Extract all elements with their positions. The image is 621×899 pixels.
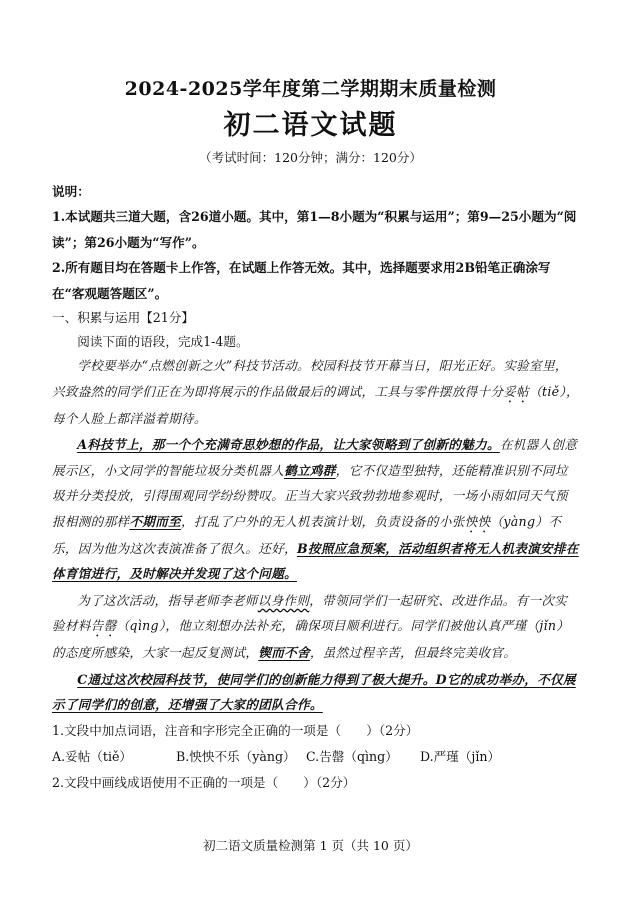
underlined-sentence-b: B按照应急预案，活动组织者将无人机表演安排在体育馆进行，及时解决并发现了这个问题。: [52, 540, 579, 581]
section-intro: 阅读下面的语段，完成1-4题。: [77, 334, 249, 349]
subject-title: 初二语文试题: [223, 110, 398, 141]
underlined-sentence-a: A科技节上，那一个个充满奇思妙想的作品，让大家领略到了创新的魅力。: [77, 437, 500, 452]
underlined-idiom: 锲而不舍: [258, 645, 310, 660]
exam-info: （考试时间：120分钟；满分：120分）: [199, 150, 422, 165]
passage-paragraph-1: [52, 353, 580, 431]
instructions-label: 说明：: [52, 184, 90, 199]
dotted-word: 怏怏: [464, 513, 491, 529]
option-b: B.怏怏不乐（yàng）: [176, 748, 296, 764]
section-title: 一、积累与运用【21分】: [52, 310, 194, 325]
page-footer: 初二语文质量检测第 1 页（共 10 页）: [203, 838, 418, 853]
option-c: C.告罄（qìng）: [306, 748, 398, 764]
passage-paragraph-3: [52, 588, 580, 666]
question-2: 2.文段中画线成语使用不正确的一项是（ ）（2分）: [52, 774, 356, 790]
exam-title: 2024-2025学年度第二学期期末质量检测: [124, 78, 497, 100]
instruction-item-2: 2.所有题目均在答题卡上作答，在试题上作答无效。其中，选择题要求用2B铅笔正确涂写在“客观题答题区”。: [52, 260, 551, 301]
option-a: A.妥帖（tiě）: [52, 748, 133, 764]
dotted-word: 告罄: [90, 618, 117, 633]
passage-text: ，它不仅造型独特，还能精准识别不同垃圾并分类投放，引得围观同学纷纷赞叹。正当大家兴致勃勃地参观时，一场小雨如同天气预报相测的那样: [52, 462, 568, 529]
exam-content: [52, 180, 580, 796]
passage-text: 为了这次活动，指导老师李老师: [77, 592, 258, 608]
passage-text: （tiě），每个人脸上都洋溢着期待。: [52, 383, 579, 426]
passage-text: 在机器人创意展示区，小文同学的智能垃圾分类机器人: [52, 437, 578, 478]
passage-text: ，带领同学们一起研究、改进作品。有一次实验材料: [52, 592, 568, 633]
dotted-word: 妥帖: [503, 383, 530, 399]
underlined-sentence-cd: C通过这次校园科技节，使同学们的创新能力得到了极大提升。D它的成功举办，不仅展示了同学们的创意，还增强了大家的团队合作。: [52, 671, 576, 712]
underlined-idiom: 以身作则: [257, 592, 310, 608]
question-1-options: [52, 744, 580, 770]
question-1: 1.文段中加点词语，注音和字形完全正确的一项是（ ）（2分）: [52, 722, 419, 738]
passage-text: （qìng），他立刻想办法补充，确保项目顺利进行。同学们被他认真严瑾（jǐn）的态度所感染，大家一起反复测试，: [52, 618, 570, 660]
passage-text: 学校要举办“点燃创新之火”科技节活动。校园科技节开幕当日，阳光正好。实验室里，兴致盎然的同学们正在为即将展示的作品做最后的调试，工具与零件摆放得十分: [52, 358, 568, 399]
passage-text: （yàng）不乐，因为他为这次表演准备了很久。还好，: [52, 513, 562, 556]
underlined-idiom: 不期而至: [129, 513, 181, 529]
passage-text: ，打乱了户外的无人机表演计划，负责设备的小张: [180, 513, 465, 529]
instruction-item-1: 1.本试题共三道大题，含26道小题。其中，第1—8小题为“积累与运用”；第9—25小题为“阅读”；第26小题为“写作”。: [52, 209, 577, 250]
passage-text: ，虽然过程辛苦，但最终完美收官。: [309, 645, 517, 660]
passage-paragraph-4: [52, 667, 580, 718]
option-d: D.严瑾（jǐn）: [420, 748, 501, 764]
passage-paragraph-2: [52, 432, 580, 587]
underlined-idiom: 鹤立鸡群: [284, 462, 336, 478]
